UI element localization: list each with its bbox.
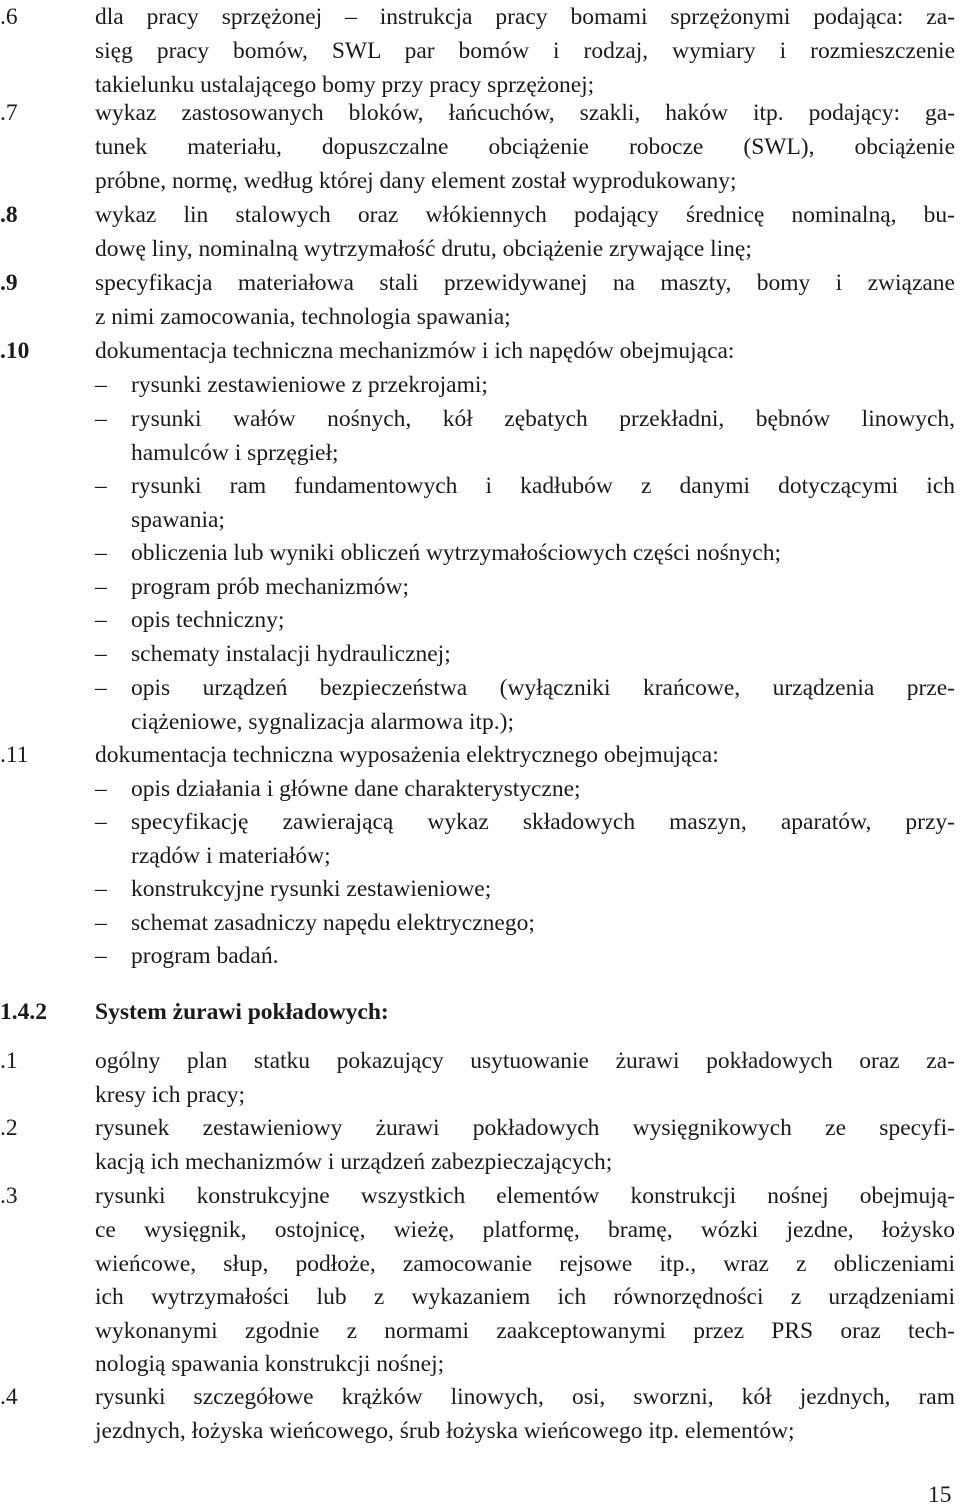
item-text-line: kacją ich mechanizmów i urządzeń zabezpieczających; — [95, 1149, 613, 1175]
item-text-line: nologią spawania konstrukcji nośnej; — [95, 1351, 445, 1377]
item-text-line: dokumentacja techniczna mechanizmów i ich napędów obejmująca: — [95, 338, 735, 364]
item-number: .10 — [0, 338, 30, 364]
item-text-line: wykonanymi zgodnie z normami zaakceptowanymi przez PRS oraz tech- — [95, 1318, 955, 1344]
item-text-line: rysunek zestawieniowy żurawi pokładowych wysięgnikowych ze specyfi- — [95, 1115, 955, 1141]
item-number: .4 — [0, 1384, 18, 1410]
item-text-line: tunek materiału, dopuszczalne obciążenie robocze (SWL), obciążenie — [95, 134, 955, 160]
item-text-line: ce wysięgnik, ostojnicę, wieżę, platformę, bramę, wózki jezdne, łożysko — [95, 1217, 955, 1243]
dash-marker: – — [95, 876, 107, 902]
bullet-text-line: rysunki wałów nośnych, kół zębatych przekładni, bębnów linowych, — [131, 406, 955, 432]
bullet-text-line: program badań. — [131, 943, 279, 969]
bullet-text-line: hamulców i sprzęgieł; — [131, 440, 339, 466]
item-number: .2 — [0, 1115, 18, 1141]
item-text-line: dla pracy sprzężonej – instrukcja pracy bomami sprzężonymi podająca: za- — [95, 4, 955, 30]
item-text-line: jezdnych, łożyska wieńcowego, śrub łożyska wieńcowego itp. elementów; — [95, 1418, 795, 1444]
bullet-text-line: rysunki ram fundamentowych i kadłubów z danymi dotyczącymi ich — [131, 473, 955, 499]
dash-marker: – — [95, 574, 107, 600]
bullet-text-line: opis działania i główne dane charakterystyczne; — [131, 776, 581, 802]
item-text-line: wykaz zastosowanych bloków, łańcuchów, szakli, haków itp. podający: ga- — [95, 100, 955, 126]
section-number: 1.4.2 — [0, 999, 47, 1025]
item-number: .7 — [0, 100, 18, 126]
bullet-text-line: opis techniczny; — [131, 607, 285, 633]
item-text-line: rysunki konstrukcyjne wszystkich elementów konstrukcji nośnej obejmują- — [95, 1183, 955, 1209]
bullet-text-line: rządów i materiałów; — [131, 843, 331, 869]
item-number: .6 — [0, 4, 18, 30]
dash-marker: – — [95, 809, 107, 835]
item-number: .1 — [0, 1048, 18, 1074]
item-text-line: takielunku ustalającego bomy przy pracy sprzężonej; — [95, 72, 595, 98]
dash-marker: – — [95, 641, 107, 667]
item-text-line: wykaz lin stalowych oraz włókiennych podający średnicę nominalną, bu- — [95, 202, 955, 228]
item-text-line: z nimi zamocowania, technologia spawania; — [95, 304, 511, 330]
bullet-text-line: opis urządzeń bezpieczeństwa (wyłączniki krańcowe, urządzenia prze- — [131, 675, 955, 701]
dash-marker: – — [95, 372, 107, 398]
dash-marker: – — [95, 776, 107, 802]
dash-marker: – — [95, 406, 107, 432]
bullet-text-line: spawania; — [131, 507, 225, 533]
item-text-line: sięg pracy bomów, SWL par bomów i rodzaj, wymiary i rozmieszczenie — [95, 38, 955, 64]
item-text-line: wieńcowe, słup, podłoże, zamocowanie rejsowe itp., wraz z obliczeniami — [95, 1251, 955, 1277]
page-number: 15 — [928, 1482, 952, 1508]
dash-marker: – — [95, 607, 107, 633]
item-text-line: specyfikacja materiałowa stali przewidywanej na maszty, bomy i związane — [95, 270, 955, 296]
bullet-text-line: program prób mechanizmów; — [131, 574, 409, 600]
item-text-line: dowę liny, nominalną wytrzymałość drutu, obciążenie zrywające linę; — [95, 236, 752, 262]
item-text-line: kresy ich pracy; — [95, 1082, 246, 1108]
dash-marker: – — [95, 910, 107, 936]
item-number: .9 — [0, 270, 18, 296]
dash-marker: – — [95, 675, 107, 701]
item-text-line: dokumentacja techniczna wyposażenia elektrycznego obejmująca: — [95, 742, 719, 768]
bullet-text-line: specyfikację zawierającą wykaz składowych maszyn, aparatów, przy- — [131, 809, 955, 835]
bullet-text-line: konstrukcyjne rysunki zestawieniowe; — [131, 876, 492, 902]
bullet-text-line: schematy instalacji hydraulicznej; — [131, 641, 451, 667]
item-number: .8 — [0, 202, 18, 228]
item-text-line: ich wytrzymałości lub z wykazaniem ich równorzędności z urządzeniami — [95, 1284, 955, 1310]
dash-marker: – — [95, 540, 107, 566]
item-number: .3 — [0, 1183, 18, 1209]
bullet-text-line: schemat zasadniczy napędu elektrycznego; — [131, 910, 535, 936]
bullet-text-line: obliczenia lub wyniki obliczeń wytrzymałościowych części nośnych; — [131, 540, 781, 566]
bullet-text-line: ciążeniowe, sygnalizacja alarmowa itp.); — [131, 709, 514, 735]
dash-marker: – — [95, 473, 107, 499]
bullet-text-line: rysunki zestawieniowe z przekrojami; — [131, 372, 488, 398]
dash-marker: – — [95, 943, 107, 969]
section-title: System żurawi pokładowych: — [95, 999, 389, 1025]
item-text-line: ogólny plan statku pokazujący usytuowanie żurawi pokładowych oraz za- — [95, 1048, 955, 1074]
item-number: .11 — [0, 742, 29, 768]
item-text-line: próbne, normę, według której dany element został wyprodukowany; — [95, 168, 737, 194]
item-text-line: rysunki szczegółowe krążków linowych, osi, sworzni, kół jezdnych, ram — [95, 1384, 955, 1410]
